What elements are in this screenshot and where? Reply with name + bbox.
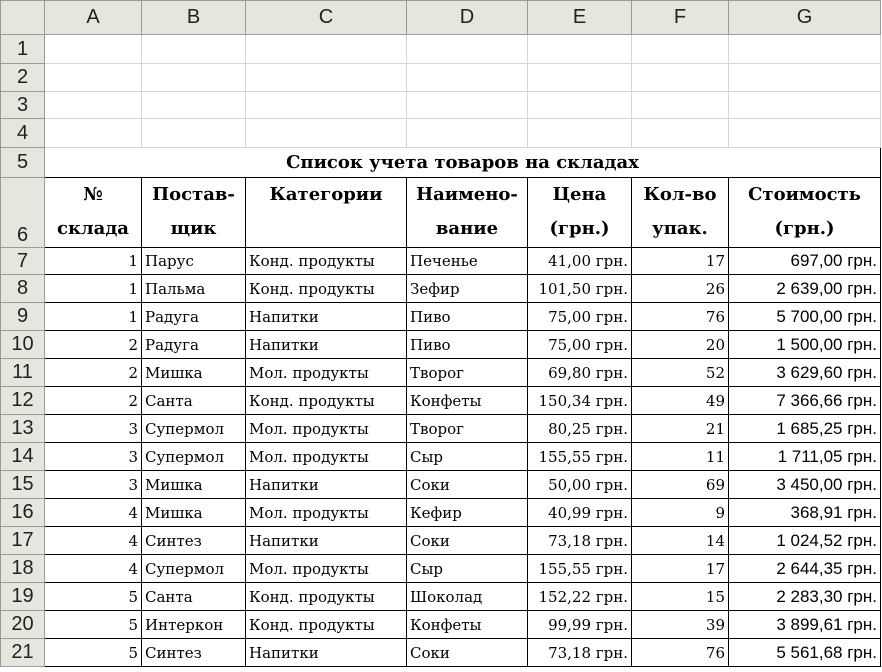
row-header[interactable]: 5 — [1, 148, 45, 178]
cell-product[interactable]: Творог — [407, 415, 528, 443]
sheet-row — [1, 275, 881, 303]
cell-quantity[interactable]: 76 — [632, 639, 729, 667]
row-header[interactable]: 10 — [1, 331, 45, 359]
empty-cell[interactable] — [632, 119, 729, 148]
cell-supplier[interactable]: Супермол — [142, 415, 246, 443]
cell-quantity[interactable]: 76 — [632, 303, 729, 331]
empty-cell[interactable] — [407, 119, 528, 148]
cell-supplier[interactable]: Мишка — [142, 499, 246, 527]
cell-cost[interactable]: 3 629,60 грн. — [729, 359, 881, 387]
cell-category[interactable]: Конд. продукты — [246, 583, 407, 611]
empty-cell[interactable] — [632, 92, 729, 119]
cell-category[interactable]: Конд. продукты — [246, 611, 407, 639]
cell-quantity[interactable]: 9 — [632, 499, 729, 527]
cell-supplier[interactable]: Мишка — [142, 359, 246, 387]
header-line: упак. — [652, 218, 708, 239]
header-line: склада — [57, 218, 129, 239]
header-category[interactable] — [246, 178, 407, 248]
empty-cell[interactable] — [142, 64, 246, 92]
cell-category[interactable]: Мол. продукты — [246, 359, 407, 387]
empty-cell[interactable] — [528, 35, 632, 64]
sheet-row — [1, 611, 881, 639]
column-header-g[interactable]: G — [729, 1, 881, 35]
cell-category[interactable]: Конд. продукты — [246, 275, 407, 303]
cell-category[interactable]: Конд. продукты — [246, 248, 407, 275]
row-header[interactable]: 7 — [1, 248, 45, 275]
empty-cell[interactable] — [142, 119, 246, 148]
row-header[interactable]: 8 — [1, 275, 45, 303]
sheet-row — [1, 64, 881, 92]
row-header[interactable]: 16 — [1, 499, 45, 527]
row-header[interactable]: 1 — [1, 35, 45, 64]
empty-cell[interactable] — [142, 35, 246, 64]
sheet-row — [1, 359, 881, 387]
empty-cell[interactable] — [528, 92, 632, 119]
row-header[interactable]: 6 — [1, 178, 45, 248]
cell-warehouse[interactable]: 4 — [45, 527, 142, 555]
row-header[interactable]: 13 — [1, 415, 45, 443]
empty-cell[interactable] — [142, 92, 246, 119]
header-quantity[interactable] — [632, 178, 729, 248]
column-header-d[interactable]: D — [407, 1, 528, 35]
sheet-row — [1, 555, 881, 583]
cell-warehouse[interactable]: 5 — [45, 639, 142, 667]
cell-category[interactable]: Мол. продукты — [246, 443, 407, 471]
cell-quantity[interactable]: 21 — [632, 415, 729, 443]
row-header[interactable]: 19 — [1, 583, 45, 611]
cell-price[interactable]: 40,99 грн. — [528, 499, 632, 527]
sheet-row — [1, 119, 881, 148]
cell-category[interactable]: Мол. продукты — [246, 499, 407, 527]
cell-quantity[interactable]: 17 — [632, 248, 729, 275]
cell-product[interactable]: Зефир — [407, 275, 528, 303]
cell-quantity[interactable]: 17 — [632, 555, 729, 583]
empty-cell[interactable] — [729, 92, 881, 119]
row-header[interactable]: 21 — [1, 639, 45, 667]
sheet-row — [1, 387, 881, 415]
header-line: Цена — [552, 184, 607, 205]
column-header-f[interactable]: F — [632, 1, 729, 35]
cell-product[interactable]: Шоколад — [407, 583, 528, 611]
cell-product[interactable]: Соки — [407, 639, 528, 667]
cell-category[interactable]: Напитки — [246, 639, 407, 667]
sheet-row — [1, 583, 881, 611]
empty-cell[interactable] — [729, 64, 881, 92]
cell-warehouse[interactable]: 1 — [45, 248, 142, 275]
header-line: Кол-во — [643, 184, 717, 205]
row-header[interactable]: 12 — [1, 387, 45, 415]
header-line: (грн.) — [549, 218, 610, 239]
cell-cost[interactable]: 5 561,68 грн. — [729, 639, 881, 667]
empty-cell[interactable] — [632, 35, 729, 64]
cell-quantity[interactable]: 26 — [632, 275, 729, 303]
cell-category[interactable]: Конд. продукты — [246, 387, 407, 415]
row-header[interactable]: 17 — [1, 527, 45, 555]
empty-cell[interactable] — [45, 92, 142, 119]
header-line: щик — [170, 218, 217, 239]
header-line: (грн.) — [774, 218, 835, 239]
cell-quantity[interactable]: 39 — [632, 611, 729, 639]
cell-price[interactable]: 75,00 грн. — [528, 303, 632, 331]
cell-cost[interactable]: 1 711,05 грн. — [729, 443, 881, 471]
sheet-row — [1, 415, 881, 443]
cell-product[interactable]: Конфеты — [407, 611, 528, 639]
empty-cell[interactable] — [45, 35, 142, 64]
cell-supplier[interactable]: Пальма — [142, 275, 246, 303]
cell-warehouse[interactable]: 3 — [45, 415, 142, 443]
empty-cell[interactable] — [45, 119, 142, 148]
cell-cost[interactable]: 2 283,30 грн. — [729, 583, 881, 611]
cell-category[interactable]: Напитки — [246, 527, 407, 555]
cell-cost[interactable]: 3 450,00 грн. — [729, 471, 881, 499]
table-title[interactable]: Список учета товаров на складах — [45, 148, 881, 178]
cell-price[interactable]: 155,55 грн. — [528, 443, 632, 471]
cell-price[interactable]: 80,25 грн. — [528, 415, 632, 443]
header-supplier[interactable] — [142, 178, 246, 248]
empty-cell[interactable] — [528, 64, 632, 92]
row-header[interactable]: 14 — [1, 443, 45, 471]
cell-warehouse[interactable]: 2 — [45, 359, 142, 387]
cell-category[interactable]: Напитки — [246, 303, 407, 331]
cell-cost[interactable]: 3 899,61 грн. — [729, 611, 881, 639]
cell-cost[interactable]: 1 500,00 грн. — [729, 331, 881, 359]
cell-warehouse[interactable]: 1 — [45, 303, 142, 331]
cell-supplier[interactable]: Синтез — [142, 639, 246, 667]
cell-cost[interactable]: 368,91 грн. — [729, 499, 881, 527]
sheet-row — [1, 248, 881, 275]
cell-price[interactable]: 75,00 грн. — [528, 331, 632, 359]
empty-cell[interactable] — [407, 92, 528, 119]
row-header[interactable]: 2 — [1, 64, 45, 92]
sheet-row — [1, 471, 881, 499]
cell-cost[interactable]: 7 366,66 грн. — [729, 387, 881, 415]
cell-price[interactable]: 155,55 грн. — [528, 555, 632, 583]
sheet-row — [1, 178, 881, 248]
row-header[interactable]: 4 — [1, 119, 45, 148]
cell-category[interactable]: Мол. продукты — [246, 555, 407, 583]
cell-supplier[interactable]: Радуга — [142, 303, 246, 331]
row-header[interactable]: 18 — [1, 555, 45, 583]
column-header-e[interactable]: E — [528, 1, 632, 35]
cell-quantity[interactable]: 52 — [632, 359, 729, 387]
cell-price[interactable]: 99,99 грн. — [528, 611, 632, 639]
cell-supplier[interactable]: Синтез — [142, 527, 246, 555]
cell-quantity[interactable]: 49 — [632, 387, 729, 415]
cell-supplier[interactable]: Интеркон — [142, 611, 246, 639]
cell-price[interactable]: 101,50 грн. — [528, 275, 632, 303]
sheet-row — [1, 331, 881, 359]
sheet-row — [1, 443, 881, 471]
header-warehouse[interactable] — [45, 178, 142, 248]
cell-product[interactable]: Творог — [407, 359, 528, 387]
cell-price[interactable]: 150,34 грн. — [528, 387, 632, 415]
cell-product[interactable]: Пиво — [407, 303, 528, 331]
cell-category[interactable]: Напитки — [246, 331, 407, 359]
cell-cost[interactable]: 2 644,35 грн. — [729, 555, 881, 583]
cell-supplier[interactable]: Парус — [142, 248, 246, 275]
header-cost[interactable] — [729, 178, 881, 248]
cell-warehouse[interactable]: 5 — [45, 583, 142, 611]
empty-cell[interactable] — [246, 119, 407, 148]
cell-category[interactable]: Мол. продукты — [246, 415, 407, 443]
row-header[interactable]: 20 — [1, 611, 45, 639]
sheet-row — [1, 92, 881, 119]
sheet-row — [1, 527, 881, 555]
column-header-b[interactable]: B — [142, 1, 246, 35]
cell-cost[interactable]: 5 700,00 грн. — [729, 303, 881, 331]
cell-cost[interactable]: 1 024,52 грн. — [729, 527, 881, 555]
cell-product[interactable]: Соки — [407, 527, 528, 555]
cell-warehouse[interactable]: 1 — [45, 275, 142, 303]
empty-cell[interactable] — [246, 35, 407, 64]
cell-price[interactable]: 50,00 грн. — [528, 471, 632, 499]
empty-cell[interactable] — [45, 64, 142, 92]
cell-price[interactable]: 73,18 грн. — [528, 639, 632, 667]
cell-price[interactable]: 41,00 грн. — [528, 248, 632, 275]
header-product[interactable] — [407, 178, 528, 248]
empty-cell[interactable] — [528, 119, 632, 148]
column-header-a[interactable]: A — [45, 1, 142, 35]
row-header[interactable]: 11 — [1, 359, 45, 387]
cell-product[interactable]: Пиво — [407, 331, 528, 359]
cell-warehouse[interactable]: 2 — [45, 387, 142, 415]
select-all-corner[interactable] — [1, 1, 45, 35]
cell-supplier[interactable]: Санта — [142, 387, 246, 415]
cell-quantity[interactable]: 14 — [632, 527, 729, 555]
column-header-row — [1, 1, 881, 35]
cell-quantity[interactable]: 15 — [632, 583, 729, 611]
cell-warehouse[interactable]: 3 — [45, 471, 142, 499]
cell-cost[interactable]: 697,00 грн. — [729, 248, 881, 275]
cell-price[interactable]: 73,18 грн. — [528, 527, 632, 555]
empty-cell[interactable] — [407, 35, 528, 64]
cell-product[interactable]: Соки — [407, 471, 528, 499]
cell-quantity[interactable]: 11 — [632, 443, 729, 471]
cell-product[interactable]: Сыр — [407, 555, 528, 583]
cell-warehouse[interactable]: 4 — [45, 555, 142, 583]
sheet-row — [1, 148, 881, 178]
cell-product[interactable]: Кефир — [407, 499, 528, 527]
empty-cell[interactable] — [407, 64, 528, 92]
empty-cell[interactable] — [246, 92, 407, 119]
header-line: № — [83, 184, 103, 205]
column-header-c[interactable]: C — [246, 1, 407, 35]
header-price[interactable] — [528, 178, 632, 248]
cell-warehouse[interactable]: 5 — [45, 611, 142, 639]
cell-warehouse[interactable]: 4 — [45, 499, 142, 527]
cell-product[interactable]: Конфеты — [407, 387, 528, 415]
cell-price[interactable]: 152,22 грн. — [528, 583, 632, 611]
header-line: вание — [435, 218, 499, 239]
header-line: Категории — [269, 184, 383, 205]
row-header[interactable]: 15 — [1, 471, 45, 499]
cell-category[interactable]: Напитки — [246, 471, 407, 499]
empty-cell[interactable] — [632, 64, 729, 92]
cell-warehouse[interactable]: 2 — [45, 331, 142, 359]
header-line: Стоимость — [748, 184, 861, 205]
sheet-row — [1, 35, 881, 64]
cell-cost[interactable]: 1 685,25 грн. — [729, 415, 881, 443]
cell-supplier[interactable]: Супермол — [142, 555, 246, 583]
sheet-row — [1, 303, 881, 331]
sheet-row — [1, 639, 881, 667]
cell-supplier[interactable]: Санта — [142, 583, 246, 611]
header-line: Наимено- — [416, 184, 518, 205]
cell-price[interactable]: 69,80 грн. — [528, 359, 632, 387]
cell-cost[interactable]: 2 639,00 грн. — [729, 275, 881, 303]
cell-supplier[interactable]: Супермол — [142, 443, 246, 471]
cell-quantity[interactable]: 20 — [632, 331, 729, 359]
cell-product[interactable]: Печенье — [407, 248, 528, 275]
cell-supplier[interactable]: Мишка — [142, 471, 246, 499]
header-line: Постав- — [152, 184, 235, 205]
row-header[interactable]: 3 — [1, 92, 45, 119]
cell-quantity[interactable]: 69 — [632, 471, 729, 499]
empty-cell[interactable] — [729, 119, 881, 148]
row-header[interactable]: 9 — [1, 303, 45, 331]
cell-product[interactable]: Сыр — [407, 443, 528, 471]
empty-cell[interactable] — [729, 35, 881, 64]
empty-cell[interactable] — [246, 64, 407, 92]
cell-supplier[interactable]: Радуга — [142, 331, 246, 359]
sheet-row — [1, 499, 881, 527]
cell-warehouse[interactable]: 3 — [45, 443, 142, 471]
